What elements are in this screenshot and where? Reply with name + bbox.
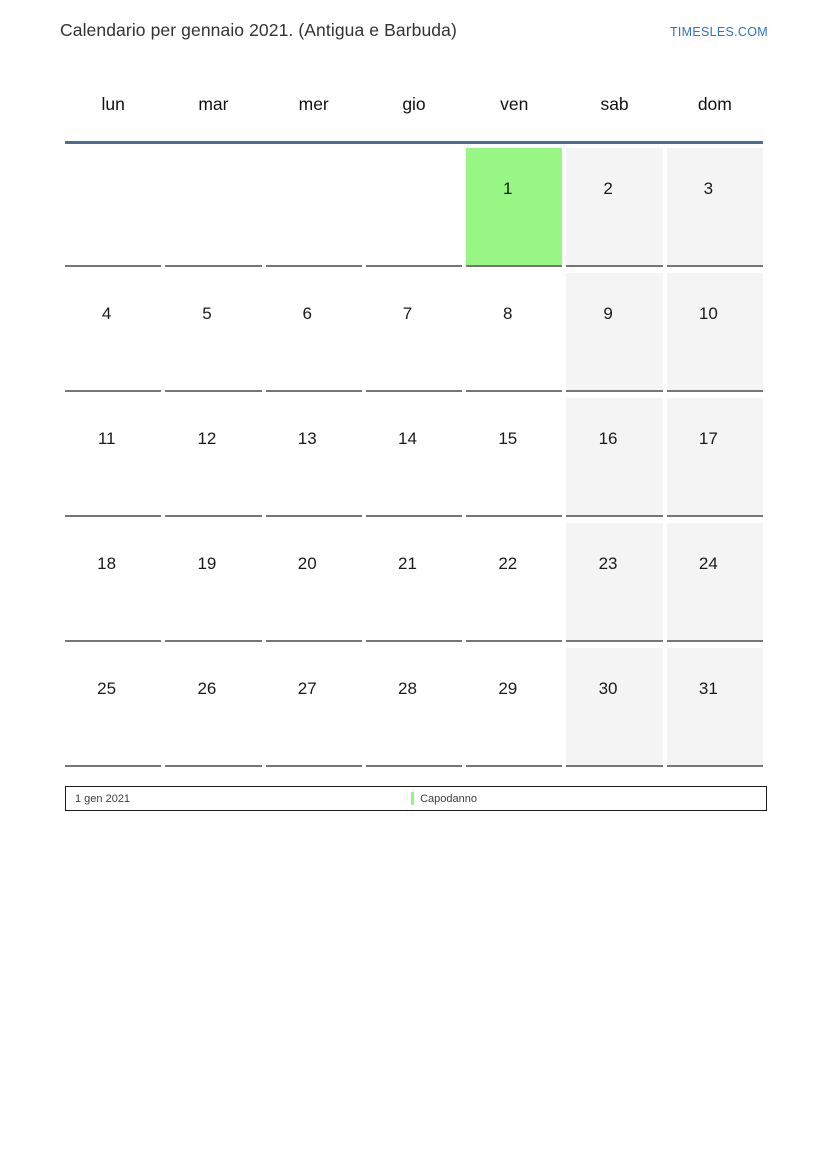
day-cell: 26 [165, 648, 261, 767]
holiday-marker-icon [411, 792, 414, 805]
calendar-grid [65, 90, 763, 767]
day-cell: 13 [266, 398, 362, 517]
weekday-header-ven: ven [500, 94, 529, 114]
day-cell: 5 [165, 273, 261, 392]
day-cell: 19 [165, 523, 261, 642]
day-cell: 23 [566, 523, 662, 642]
weekday-header-mer: mer [298, 94, 329, 114]
day-cell: 10 [667, 273, 763, 392]
page-title: Calendario per gennaio 2021. (Antigua e Barbuda) [60, 20, 457, 40]
day-cell: 3 [667, 148, 763, 267]
legend-date: 1 gen 2021 [75, 792, 131, 805]
day-cell-holiday: 1 [466, 148, 562, 267]
day-cell: 2 [566, 148, 662, 267]
day-cell: 24 [667, 523, 763, 642]
day-cell: 11 [65, 398, 161, 517]
day-cell-empty [165, 148, 261, 267]
page-header [60, 20, 768, 41]
day-cell: 7 [366, 273, 462, 392]
day-cell: 21 [366, 523, 462, 642]
weekday-header-mar: mar [198, 94, 229, 114]
day-cell: 8 [466, 273, 562, 392]
day-cell: 29 [466, 648, 562, 767]
weekday-header-gio: gio [402, 94, 426, 114]
site-link[interactable]: TIMESLES.COM [669, 25, 768, 39]
legend-event [411, 792, 477, 805]
day-cell: 25 [65, 648, 161, 767]
day-cell: 12 [165, 398, 261, 517]
day-grid [65, 148, 763, 767]
day-cell: 6 [266, 273, 362, 392]
weekday-header-sab: sab [600, 94, 629, 114]
day-cell-empty [65, 148, 161, 267]
legend-bar [65, 786, 767, 811]
day-cell: 27 [266, 648, 362, 767]
day-cell: 4 [65, 273, 161, 392]
day-cell-empty [266, 148, 362, 267]
day-cell: 9 [566, 273, 662, 392]
day-cell: 28 [366, 648, 462, 767]
day-cell: 31 [667, 648, 763, 767]
day-cell: 20 [266, 523, 362, 642]
weekday-header-row [65, 90, 763, 144]
day-cell: 17 [667, 398, 763, 517]
weekday-header-lun: lun [101, 94, 125, 114]
day-cell: 14 [366, 398, 462, 517]
day-cell-empty [366, 148, 462, 267]
day-cell: 15 [466, 398, 562, 517]
day-cell: 18 [65, 523, 161, 642]
day-cell: 30 [566, 648, 662, 767]
weekday-header-dom: dom [697, 94, 732, 114]
day-cell: 22 [466, 523, 562, 642]
legend-event-label: Capodanno [420, 792, 477, 805]
day-cell: 16 [566, 398, 662, 517]
